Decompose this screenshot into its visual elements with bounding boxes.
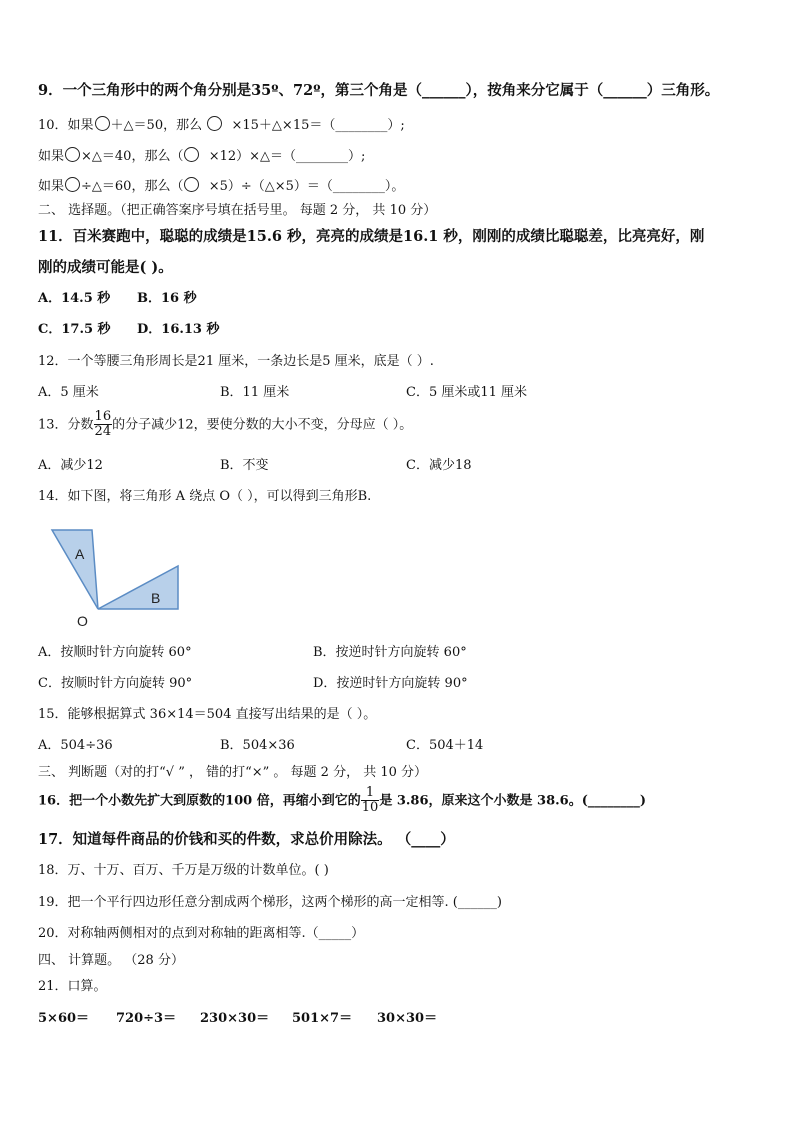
fraction-numerator: 16: [94, 409, 112, 424]
triangle-b-label: B: [151, 590, 161, 606]
q13-pre: 13．分数: [38, 417, 94, 433]
q10-l1-a: 10．如果: [38, 118, 94, 133]
q12-option-a: A．5 厘米: [38, 385, 99, 400]
circle-icon: [65, 147, 80, 162]
point-o-label: O: [77, 613, 88, 629]
q15-option-b: B．504×36: [220, 738, 295, 753]
fraction: [361, 786, 380, 816]
question-9: 9．一个三角形中的两个角分别是35º、72º，第三个角是（______），按角来分它属于（______）三角形。: [38, 82, 720, 99]
question-13: [38, 410, 412, 440]
q14-option-b: B．按逆时针方向旋转 60°: [313, 645, 467, 660]
q13-option-a: A．减少12: [38, 458, 103, 473]
section-4-heading: 四、 计算题。 （28 分）: [38, 953, 184, 968]
triangle-a-label: A: [75, 546, 85, 562]
circle-icon: [95, 116, 110, 131]
q10-l3-c: ×5）÷（△×5）＝（________）。: [208, 179, 405, 194]
q10-l1-c: ×15＋△×15＝（________）;: [231, 118, 405, 133]
q15-option-a: A．504÷36: [38, 738, 113, 753]
section-3-heading: 三、 判断题（对的打“√ ” ， 错的打“×” 。 每题 2 分， 共 10 分）: [38, 765, 428, 780]
question-20: 20．对称轴两侧相对的点到对称轴的距离相等.（_____）: [38, 926, 365, 941]
q16-pre: 16．把一个小数先扩大到原数的100 倍，再缩小到它的: [38, 793, 361, 809]
triangle-b: [98, 566, 178, 609]
question-21: 21．口算。: [38, 979, 107, 994]
q13-post: 的分子减少12，要使分数的大小不变，分母应（ ）。: [112, 417, 413, 433]
q10-l3-b: ÷△＝60，那么（: [81, 179, 184, 194]
q14-option-d: D．按逆时针方向旋转 90°: [313, 676, 468, 691]
question-10-line-1: [38, 116, 405, 132]
q11-option-d: D．16.13 秒: [137, 322, 220, 337]
q21-item: 5×60＝: [38, 1011, 90, 1026]
question-14: 14．如下图，将三角形 A 绕点 O（ ），可以得到三角形B.: [38, 489, 372, 504]
q15-option-c: C．504＋14: [406, 738, 484, 753]
circle-icon: [184, 177, 199, 192]
question-19: 19．把一个平行四边形任意分割成两个梯形，这两个梯形的高一定相等. (______): [38, 895, 502, 910]
circle-icon: [184, 147, 199, 162]
q21-item: 230×30＝: [200, 1011, 270, 1026]
rotation-figure: [40, 522, 220, 632]
q10-l3-a: 如果: [38, 179, 65, 194]
q13-option-b: B．不变: [220, 458, 269, 473]
q21-item: 501×7＝: [292, 1011, 353, 1026]
question-11-line-2: 刚的成绩可能是( )。: [38, 259, 173, 276]
q13-option-c: C．减少18: [406, 458, 472, 473]
question-11-line-1: 11．百米赛跑中，聪聪的成绩是15.6 秒，亮亮的成绩是16.1 秒，刚刚的成绩比聪聪差，比亮亮好，刚: [38, 228, 705, 245]
section-2-heading: 二、 选择题。（把正确答案序号填在括号里。 每题 2 分， 共 10 分）: [38, 203, 437, 218]
fraction-numerator: 1: [361, 786, 380, 801]
question-15: 15．能够根据算式 36×14＝504 直接写出结果的是（ ）。: [38, 707, 377, 722]
q10-l2-c: ×12）×△＝（________）;: [208, 149, 366, 164]
question-16: [38, 786, 646, 816]
q11-option-b: B．16 秒: [137, 291, 197, 306]
question-10-line-2: [38, 147, 365, 163]
q21-item: 720÷3＝: [116, 1011, 177, 1026]
q12-option-c: C．5 厘米或11 厘米: [406, 385, 528, 400]
q10-l2-b: ×△＝40，那么（: [81, 149, 184, 164]
q11-option-c: C．17.5 秒: [38, 322, 111, 337]
q14-option-c: C．按顺时针方向旋转 90°: [38, 676, 193, 691]
q10-l1-b: ＋△＝50，那么: [110, 118, 203, 133]
question-17: 17．知道每件商品的价钱和买的件数，求总价用除法。 （____）: [38, 831, 455, 848]
q16-post: 是 3.86，原来这个小数是 38.6。(________): [379, 793, 646, 809]
circle-icon: [65, 177, 80, 192]
q11-option-a: A．14.5 秒: [38, 291, 111, 306]
circle-icon: [207, 116, 222, 131]
question-12: 12．一个等腰三角形周长是21 厘米，一条边长是5 厘米，底是（ ）.: [38, 354, 434, 369]
q12-option-b: B．11 厘米: [220, 385, 290, 400]
q21-item: 30×30＝: [377, 1011, 438, 1026]
fraction: [94, 410, 113, 440]
question-18: 18．万、十万、百万、千万是万级的计数单位。( ): [38, 863, 329, 878]
triangle-a: [52, 530, 98, 609]
q10-l2-a: 如果: [38, 149, 65, 164]
q14-option-a: A．按顺时针方向旋转 60°: [38, 645, 192, 660]
fraction-denominator: 10: [361, 800, 379, 816]
question-10-line-3: [38, 177, 404, 193]
fraction-denominator: 24: [94, 424, 112, 440]
